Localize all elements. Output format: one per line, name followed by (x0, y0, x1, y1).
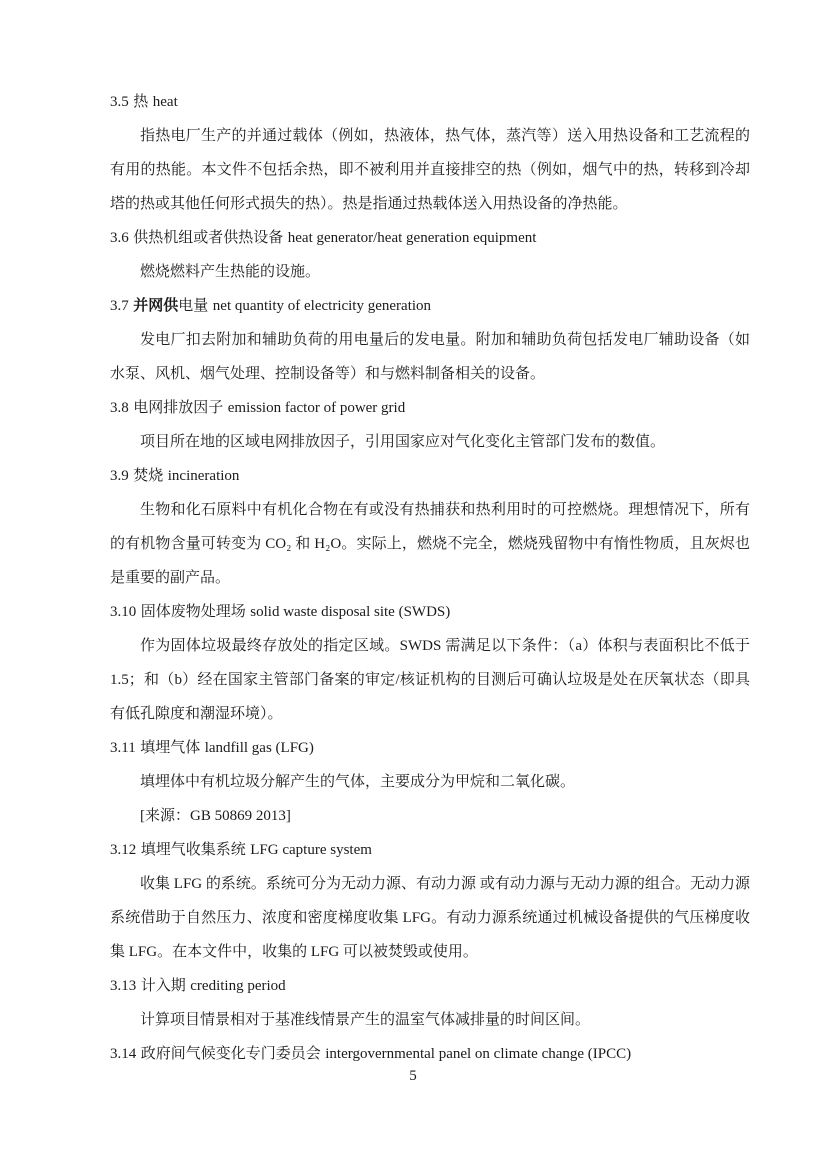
definition-term-en: landfill gas (LFG) (204, 740, 314, 756)
definition-term-en: solid waste disposal site (SWDS) (250, 604, 451, 620)
definition-heading (110, 459, 750, 493)
definition-number: 3.14 (110, 1046, 137, 1062)
definition-term-zh: 填埋气收集系统 (140, 842, 246, 858)
definition-heading (110, 969, 750, 1003)
definition-term-en: heat generator/heat generation equipment (287, 230, 537, 246)
definition-heading (110, 833, 750, 867)
definition-number: 3.5 (110, 94, 129, 110)
definition-number: 3.9 (110, 468, 129, 484)
definition-heading (110, 289, 750, 323)
definition-paragraph: 发电厂扣去附加和辅助负荷的用电量后的发电量。附加和辅助负荷包括发电厂辅助设备（如水泵、风机、烟气处理、控制设备等）和与燃料制备相关的设备。 (110, 332, 750, 382)
definition-section (110, 833, 750, 969)
definition-section (110, 731, 750, 833)
definition-number: 3.11 (110, 740, 136, 756)
definition-term-en: incineration (167, 468, 240, 484)
definition-paragraph: 项目所在地的区域电网排放因子，引用国家应对气化变化主管部门发布的数值。 (140, 434, 666, 450)
definition-number: 3.7 (110, 298, 129, 314)
definition-term-zh: 填埋气体 (140, 740, 201, 756)
source-note: [来源：GB 50869 2013] (140, 808, 291, 824)
definition-section (110, 391, 750, 459)
definition-section (110, 595, 750, 731)
definition-number: 3.12 (110, 842, 137, 858)
definition-heading (110, 731, 750, 765)
definition-term-zh-bold: 并网供 (133, 298, 179, 314)
definition-term-en: LFG capture system (250, 842, 372, 858)
definition-number: 3.13 (110, 978, 137, 994)
definition-section (110, 221, 750, 289)
definition-section (110, 459, 750, 595)
definition-term-zh: 固体废物处理场 (140, 604, 246, 620)
definition-paragraph: 燃烧燃料产生热能的设施。 (140, 264, 321, 280)
definition-term-zh: 供热机组或者供热设备 (133, 230, 284, 246)
definition-heading (110, 391, 750, 425)
page-number: 5 (409, 1068, 417, 1084)
definition-number: 3.10 (110, 604, 137, 620)
definition-heading (110, 221, 750, 255)
definitions-list (110, 85, 750, 1071)
definition-paragraph: 指热电厂生产的并通过载体（例如，热液体，热气体，蒸汽等）送入用热设备和工艺流程的有用的热能。本文件不包括余热，即不被利用并直接排空的热（例如，烟气中的热，转移到冷却塔的热或其他任何形式损失的热）。热是指通过热载体送入用热设备的净热能。 (110, 128, 750, 212)
definition-term-en: intergovernmental panel on climate change (IPCC) (325, 1046, 632, 1062)
definition-term-zh: 焚烧 (133, 468, 164, 484)
definition-paragraph: 收集 LFG 的系统。系统可分为无动力源、有动力源 或有动力源与无动力源的组合。无动力源系统借助于自然压力、浓度和密度梯度收集 LFG。有动力源系统通过机械设备提供的气压梯度收集 LFG。在本文件中，收集的 LFG 可以被焚毁或使用。 (110, 876, 750, 960)
definition-term-en: heat (152, 94, 178, 110)
definition-term-en: crediting period (190, 978, 286, 994)
definition-term-zh: 政府间气候变化专门委员会 (140, 1046, 321, 1062)
definition-term-zh: 电量 (178, 298, 209, 314)
definition-term-en: emission factor of power grid (227, 400, 406, 416)
definition-paragraph: 填埋体中有机垃圾分解产生的气体，主要成分为甲烷和二氧化碳。 (140, 774, 576, 790)
definition-term-zh: 计入期 (140, 978, 186, 994)
definition-section (110, 1037, 750, 1071)
definition-number: 3.8 (110, 400, 129, 416)
definition-section (110, 289, 750, 391)
definition-section (110, 969, 750, 1037)
definition-section (110, 85, 750, 221)
definition-heading (110, 595, 750, 629)
definition-number: 3.6 (110, 230, 129, 246)
definition-paragraph: 计算项目情景相对于基准线情景产生的温室气体减排量的时间区间。 (140, 1012, 591, 1028)
definition-term-zh: 电网排放因子 (133, 400, 224, 416)
definition-heading (110, 1037, 750, 1071)
definition-term-en: net quantity of electricity generation (212, 298, 432, 314)
definition-paragraph: 生物和化石原料中有机化合物在有或没有热捕获和热利用时的可控燃烧。理想情况下，所有的有机物含量可转变为 CO₂ 和 H₂O。实际上，燃烧不完全，燃烧残留物中有惰性物质，且灰烬也是重要的副产品。 (110, 502, 750, 586)
definition-term-zh: 热 (133, 94, 149, 110)
definition-paragraph: 作为固体垃圾最终存放处的指定区域。SWDS 需满足以下条件：（a）体积与表面积比不低于 1.5；和（b）经在国家主管部门备案的审定/核证机构的目测后可确认垃圾是处在厌氧状态（即具有低孔隙度和潮湿环境）。 (110, 638, 750, 722)
definition-heading (110, 85, 750, 119)
